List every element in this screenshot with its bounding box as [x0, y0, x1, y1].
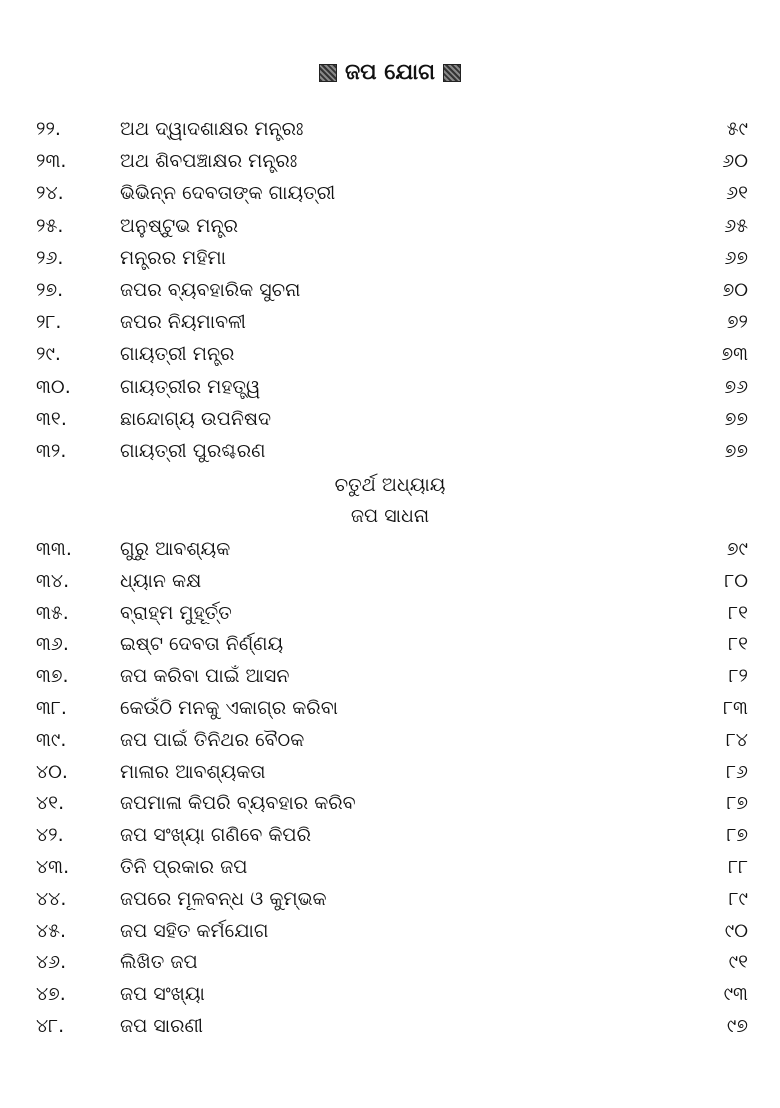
toc-entry [0, 114, 780, 144]
entry-page: ୬୦ [722, 150, 748, 173]
entry-title: ଜପ ସଂଖ୍ୟା [120, 983, 205, 1006]
toc-entry [0, 916, 780, 946]
entry-title: ଗୁରୁ ଆବଶ୍ୟକ [120, 538, 231, 560]
entry-number: ୨୩. [36, 150, 67, 173]
entry-page: ୮୪ [725, 728, 748, 751]
toc-entry [0, 725, 780, 755]
entry-number: ୨୬. [36, 246, 64, 269]
entry-number: ୩୦. [36, 375, 71, 398]
toc-entry [0, 307, 780, 337]
toc-entry [0, 884, 780, 914]
toc-entry [0, 1011, 780, 1041]
entry-title: ବ୍ରାହ୍ମ ମୁହୂର୍ତ୍ତ [120, 601, 232, 624]
entry-title: ଛାନ୍ଦୋଗ୍ୟ ଉପନିଷଦ [120, 407, 272, 430]
entry-page: ୭୭ [724, 440, 748, 462]
toc-entry [0, 339, 780, 369]
entry-page: ୬୫ [724, 214, 748, 237]
toc-entry [0, 211, 780, 241]
title-text: ଜପ ଯୋଗ [344, 60, 436, 85]
entry-page: ୭୩ [721, 343, 748, 366]
toc-entry [0, 275, 780, 305]
entry-page: ୯୧ [728, 951, 748, 974]
toc-entry [0, 947, 780, 977]
square-ornament-icon [443, 64, 461, 82]
entry-page: ୭୬ [724, 375, 748, 398]
entry-number: ୩୫. [36, 601, 69, 624]
entry-title: ଭିଭିନ୍ନ ଦେବତାଙ୍କ ଗାୟତ୍ରୀ [120, 182, 336, 205]
entry-title: ଜପ କରିବା ପାଇଁ ଆସନ [120, 665, 290, 688]
toc-entry [0, 598, 780, 628]
entry-page: ୯୦ [724, 919, 748, 942]
entry-number: ୪୭. [36, 983, 66, 1006]
entry-page: ୮୬ [726, 760, 748, 783]
entry-number: ୨୫. [36, 214, 64, 237]
toc-entry [0, 534, 780, 564]
entry-number: ୨୮. [36, 311, 62, 334]
entry-page: ୮୭ [726, 792, 748, 815]
entry-page: ୬୭ [724, 246, 748, 269]
entry-title: ଜପ ସହିତ କର୍ମଯୋଗ [120, 919, 269, 942]
entry-page: ୮୩ [723, 697, 748, 719]
toc-entry [0, 146, 780, 176]
entry-page: ୭୨ [726, 311, 748, 334]
entry-title: କେଉଁଠି ମନକୁ ଏକାଗ୍ର କରିବା [120, 697, 338, 719]
entry-title: ଗାୟତ୍ରୀ ମନ୍ତ୍ର [120, 343, 235, 366]
entry-title: ଅନୁଷ୍ଟୁଭ ମନ୍ତ୍ର [120, 214, 238, 237]
entry-title: ଗାୟତ୍ରୀର ମହତ୍ତ୍ୱ [120, 375, 261, 398]
entry-page: ୮୨ [728, 665, 748, 688]
entry-page: ୮୮ [728, 856, 748, 878]
entry-title: ଅଥ ଶିବପଞ୍ଚାକ୍ଷର ମନ୍ତ୍ରଃ [120, 150, 298, 173]
entry-title: ଅଥ ଦ୍ୱାଦଶାକ୍ଷର ମନ୍ତ୍ରଃ [120, 118, 304, 140]
entry-number: ୩୧. [36, 407, 67, 430]
entry-number: ୨୭. [36, 279, 64, 301]
chapter-subtitle: ଜପ ସାଧନା [350, 505, 430, 527]
entry-title: ତିନି ପ୍ରକାର ଜପ [120, 856, 248, 878]
entry-page: ୫୯ [726, 118, 748, 140]
toc-entry [0, 661, 780, 691]
entry-title: ଜପର ବ୍ୟବହାରିକ ସୁଚନା [120, 279, 301, 301]
entry-number: ୩୬. [36, 633, 69, 656]
entry-title: ଜପ ପାଇଁ ତିନିଥର ବୈଠକ [120, 728, 305, 751]
toc-entry [0, 820, 780, 850]
entry-page: ୮୧ [728, 601, 748, 624]
entry-title: ଜପର ନିୟମାବଳୀ [120, 311, 246, 334]
entry-title: ଜପମାଳା କିପରି ବ୍ୟବହାର କରିବ [120, 792, 356, 815]
entry-page: ୮୭ [726, 824, 748, 847]
entry-title: ଜପ ସାରଣୀ [120, 1015, 204, 1037]
toc-entry [0, 404, 780, 434]
toc-entry [0, 693, 780, 723]
entry-page: ୮୧ [728, 633, 748, 656]
entry-number: ୩୪. [36, 569, 70, 592]
entry-number: ୨୪. [36, 182, 64, 205]
entry-number: ୪୬. [36, 951, 67, 974]
entry-page: ୭୯ [726, 538, 748, 560]
entry-number: ୪୮. [36, 1015, 65, 1037]
entry-page: ୭୭ [724, 407, 748, 430]
entry-page: ୯୭ [726, 1015, 748, 1037]
toc-entry [0, 852, 780, 882]
entry-page: ୭୦ [722, 279, 748, 301]
entry-number: ୪୧. [36, 792, 65, 815]
entry-title: ଜପ ସଂଖ୍ୟା ଗଣିବେ କିପରି [120, 824, 312, 847]
entry-number: ୨୨. [36, 118, 61, 140]
toc-entry [0, 629, 780, 659]
entry-number: ୩୮. [36, 697, 67, 719]
toc-entry [0, 372, 780, 402]
entry-number: ୩୨. [36, 440, 67, 462]
entry-title: ଧ୍ୟାନ କକ୍ଷ [120, 569, 202, 592]
square-ornament-icon [319, 64, 337, 82]
entry-title: ଗାୟତ୍ରୀ ପୁରଶ୍ଚରଣ [120, 440, 266, 462]
entry-number: ୪୫. [36, 919, 67, 942]
entry-page: ୮୦ [724, 569, 748, 592]
chapter-heading: ଚତୁର୍ଥ ଅଧ୍ୟାୟ [334, 474, 446, 496]
toc-entry [0, 178, 780, 208]
entry-number: ୨୯. [36, 343, 61, 366]
toc-entry [0, 436, 780, 466]
entry-number: ୩୩. [36, 538, 72, 560]
entry-number: ୪୩. [36, 856, 70, 878]
toc-entry [0, 788, 780, 818]
entry-number: ୪୪. [36, 887, 67, 910]
entry-title: ଲିଖିତ ଜପ [120, 951, 198, 974]
entry-number: ୪୦. [36, 760, 68, 783]
entry-number: ୩୯. [36, 728, 67, 751]
toc-entry [0, 979, 780, 1009]
toc-entry [0, 566, 780, 596]
entry-title: ଜପରେ ମୂଳବନ୍ଧ ଓ କୁମ୍ଭକ [120, 887, 327, 910]
entry-number: ୩୭. [36, 665, 69, 688]
page-title [0, 60, 780, 85]
toc-entry [0, 757, 780, 787]
entry-page: ୬୧ [726, 182, 748, 205]
toc-entry [0, 243, 780, 273]
entry-number: ୪୨. [36, 824, 64, 847]
entry-title: ମାଳାର ଆବଶ୍ୟକତା [120, 760, 266, 783]
entry-page: ୮୯ [728, 887, 748, 910]
entry-page: ୯୩ [723, 983, 748, 1006]
entry-title: ଇଷ୍ଟ ଦେବତା ନିର୍ଣ୍ଣୟ [120, 633, 284, 656]
entry-title: ମନ୍ତ୍ରର ମହିମା [120, 246, 226, 269]
